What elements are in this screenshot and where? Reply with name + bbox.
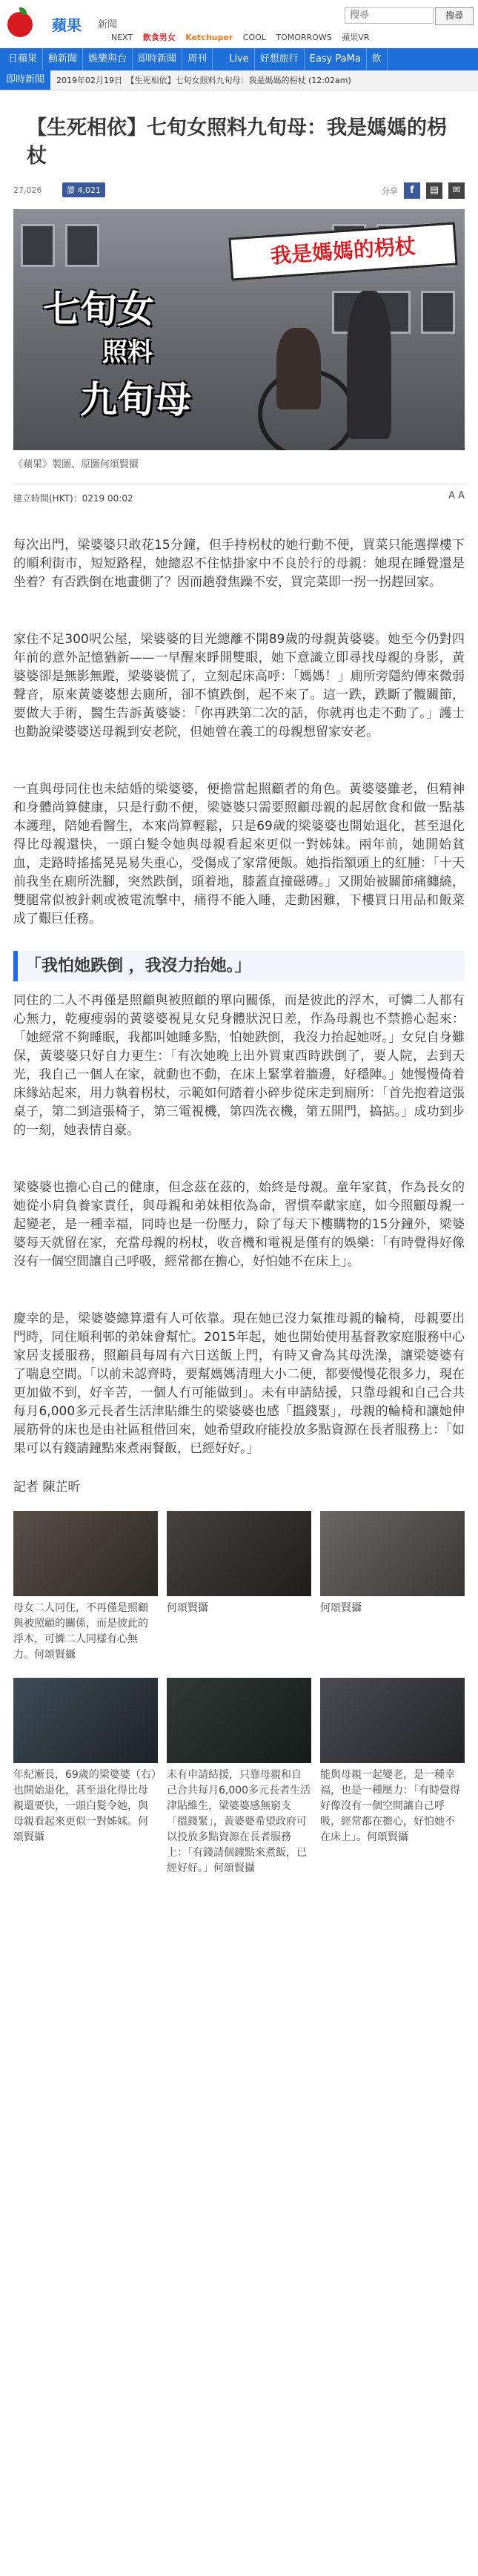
pull-quote: 「我怕她跌倒 ，我沒力抬她。」: [13, 951, 465, 981]
article-meta: [13, 181, 465, 203]
ticker-text[interactable]: 2019年02月19日 【生死相依】七旬女照料九旬母：我是媽媽的枴杖 (12:02am): [56, 76, 351, 85]
gallery-item[interactable]: [13, 1678, 158, 1877]
gallery-photo[interactable]: [13, 1678, 158, 1763]
partner-links: [111, 31, 376, 43]
nav-item-realtime[interactable]: 即時新聞: [133, 48, 182, 70]
email-icon[interactable]: ✉: [448, 182, 465, 199]
news-ticker: [0, 70, 478, 90]
partner-link-vr[interactable]: 蘋果VR: [342, 33, 370, 42]
nav-item-daily[interactable]: 日蘋果: [3, 48, 43, 70]
paragraph-5: 梁婆婆也擔心自己的健康，但念茲在茲的，始終是母親。童年家貧，作為長女的她從小肩負養家責任，與母親和弟妹相依為命，習慣奉獻家庭，如今照顧母親一起變老，是一種幸福，同時也是一份壓力，除了每天下樓購物的15分鐘外，梁婆婆每天就留在家，充當母親的柺杖，收音機和電視是僅有的娛樂：「有時覺得好像沒有一個空間讓自己呼吸，經常都在擔心，好怕她不在床上」。: [13, 1180, 465, 1269]
gallery-caption: 年紀漸長，69歲的梁婆婆（右）也開始退化，甚至退化得比母親還要快，一頭白髮令她，與母親看起來更似一對姊妹。何頌賢攝: [13, 1769, 156, 1843]
gallery-photo[interactable]: [13, 1511, 158, 1596]
gallery-caption: 能與母親一起變老，是一種幸福，也是一種壓力：「有時覺得好像沒有一個空間讓自己呼吸，經常都在擔心，好怕她不在床上」。何頌賢攝: [320, 1769, 460, 1843]
brand-name[interactable]: 蘋果: [52, 16, 82, 34]
hero-tag: 我是媽媽的枴杖: [228, 222, 457, 280]
mother-figure: [276, 328, 321, 409]
main-nav: [0, 48, 478, 70]
partner-link-ketchuper[interactable]: Ketchuper: [185, 33, 233, 42]
image-caption: 《蘋果》製圖、原圖何頌賢攝: [13, 459, 139, 470]
share-bar: [382, 182, 465, 199]
gallery-item[interactable]: [167, 1678, 311, 1877]
facebook-icon[interactable]: f: [404, 182, 420, 199]
partner-link-food[interactable]: 飲食男女: [142, 33, 176, 42]
apple-logo-icon: [7, 12, 33, 37]
ticker-label[interactable]: 即時新聞: [0, 70, 50, 90]
nav-item-weekly[interactable]: 周刊: [182, 48, 213, 70]
gallery-caption: 母女二人同住，不再僅是照顧與被照顧的關係，而是彼此的浮木，可憐二人同樣有心無力。何頌賢攝: [13, 1602, 148, 1661]
gallery-caption: 何頌賢攝: [320, 1602, 362, 1614]
gallery-item[interactable]: [320, 1678, 465, 1877]
facebook-like-button[interactable]: 讚 4,021: [62, 182, 105, 197]
paragraph-1: 每次出門，梁婆婆只敢花15分鐘，但手持柺杖的她行動不便，買菜只能選擇樓下的順利街市，短短路程，她總忍不住惦掛家中不良於行的母親：她現在睡覺還是坐着？有否跌倒在地畫側了？因而趟發焦躁不安，買完菜即一拐一拐趕回家。: [13, 538, 465, 590]
nav-item-easypama[interactable]: Easy PaMa: [305, 48, 367, 70]
search-button[interactable]: 搜尋: [435, 7, 474, 25]
top-header: [0, 0, 478, 48]
nav-item-live[interactable]: Live: [224, 48, 255, 70]
apple-logo[interactable]: [4, 7, 46, 40]
hero-title-line-3: 九旬母: [80, 378, 191, 421]
gallery-item[interactable]: [13, 1511, 158, 1663]
partner-link-tomorrows[interactable]: TOMORROWS: [276, 33, 332, 42]
gallery-photo[interactable]: [320, 1678, 465, 1763]
brand-sub: 新聞: [98, 19, 118, 30]
search-input[interactable]: 搜尋: [345, 7, 434, 24]
hero-title-line-1: 七旬女: [43, 287, 154, 331]
gallery-caption: 何頌賢攝: [167, 1602, 208, 1614]
paragraph-3: 一直與母同住也未結婚的梁婆婆，便擔當起照顧者的角色。黃婆婆雖老，但精神和身體尚算健康，只是行動不便，梁婆婆只需要照顧母親的起居飲食和做一點基本護理，陪她看醫生，本來尚算輕鬆，只是69歲的梁婆婆也開始退化，甚至退化得比母親還快，一頭白髮令她與母親看起來更似一對姊妹。兩年前，她開始貧血，走路時搖搖晃晃易失重心，受傷成了家常便飯。她指指額頭上的紅腫：「十天前我坐在廁所洗腳，突然跌倒，頭着地，膝蓋直撞磁磚。」又開始被關節痛纏繞，雙腿常似被針刺或被電流擊中，痛得不能入睡，走動困難，下樓買日用品和飯菜成了艱巨任務。: [13, 782, 465, 926]
nav-item-entertainment[interactable]: 娛樂與台: [83, 48, 133, 70]
paragraph-2: 家住不足300呎公屋，梁婆婆的目光總離不開89歲的母親黃婆婆。她至今仍對四年前的意外記憶猶新——一早醒來睜開雙眼，她下意識立即尋找母親的身影，黃婆婆卻是無影無蹤，梁婆婆慌了，立刻起床高呼：「媽媽！」廁所旁隱約傳來微弱聲音，原來黃婆婆想去廁所，卻不慎跌倒，起不來了。這一跌，跌斷了髖關節，要做大手術，醫生告訴黃婆婆：「你再跌第二次的話，你就再也走不動了。」護士也勸說梁婆婆送母親到安老院，但她曾在義工的母親想留家安老。: [13, 632, 465, 739]
view-count: 27,026: [13, 185, 42, 195]
article-body: [13, 536, 465, 1458]
paragraph-6: 慶幸的是，梁婆婆總算還有人可依靠。現在她已沒力氣推母親的輪椅，母親要出門時，同住順利邨的弟妹會幫忙。2015年起，她也開始使用基督教家庭服務中心家居支援服務，照顧員每周有六日送飯上門，有時又會為其母洗澡，讓梁婆婆有了喘息空間。「以前未認齊時，要幫媽媽清理大小二便，都要慢慢花很多力，現在更加做不到，好辛苦，一個人冇可能做到」。未有申請結援，只靠母親和自己合共每月6,000多元長者生活津貼維生的梁婆婆也感「搵錢緊」，母親的輪椅和讓她伸展筋骨的床也是由社區租借回來，她希望政府能投放多點資源在長者服務上：「如果可以有錢請鐘點來煮兩餐飯，已經好好。」: [13, 1311, 465, 1456]
publish-time: 建立時間(HKT)：0219 00:02: [13, 493, 133, 504]
gallery-item[interactable]: [167, 1511, 311, 1663]
font-size-toggle[interactable]: A A: [448, 490, 465, 501]
hero-title-line-2: 照料: [102, 337, 153, 367]
share-label: 分享: [382, 186, 398, 196]
gallery-photo[interactable]: [320, 1511, 465, 1596]
gallery-item[interactable]: [320, 1511, 465, 1663]
print-icon[interactable]: ▤: [426, 182, 442, 199]
article-headline: 【生死相依】七旬女照料九旬母：我是媽媽的枴杖: [27, 116, 447, 168]
photo-gallery: [13, 1511, 465, 1877]
reporter-credit: 記者 陳芷昕: [13, 1480, 81, 1495]
hero-image: [13, 209, 465, 450]
gallery-photo[interactable]: [167, 1511, 311, 1596]
nav-item-food[interactable]: 飲: [367, 48, 388, 70]
gallery-caption: 未有申請結援，只靠母親和自己合共每月6,000多元長者生活津貼維生，梁婆婆感無窮支「搵錢緊」，黃婆婆希望政府可以投放多點資源在長者服務上：「有錢請個鐘點來煮飯，已經好好。」何頌賢攝: [167, 1769, 311, 1874]
paragraph-4: 同住的二人不再僅是照顧與被照顧的單向關係，而是彼此的浮木，可憐二人都有心無力，乾瘦瘦弱的黃婆婆視見女兒身體狀況日差，作為母親也不禁擔心起來：「她經常不夠睡眠，我都叫她睡多點，怕她跌倒，我沒力抬起她呀。」女兒自身難保，黃婆婆只好自力更生：「有次她晚上出外買東西時跌倒了，要人院，去到天光，我自己一個人在家，就動也不動，在床上緊掌着牆邊，好穩陣。」她慢慢倚着床緣站起來，用力執着柺杖，示範如何踏着小碎步從床走到廁所：「首先抱着這張桌子，第二到這張椅子，第三電視機，第四洗衣機，第五開門，搞掂。」成功到步的一刻，她表情自豪。: [13, 993, 465, 1138]
nav-item-travel[interactable]: 好想旅行: [255, 48, 305, 70]
gallery-photo[interactable]: [167, 1678, 311, 1763]
partner-link-cool[interactable]: COOL: [242, 33, 266, 42]
nav-item-animated-news[interactable]: 動新聞: [43, 48, 83, 70]
publish-info: [13, 484, 465, 507]
partner-link-next[interactable]: NEXT: [111, 33, 133, 42]
daughter-figure: [347, 291, 391, 439]
